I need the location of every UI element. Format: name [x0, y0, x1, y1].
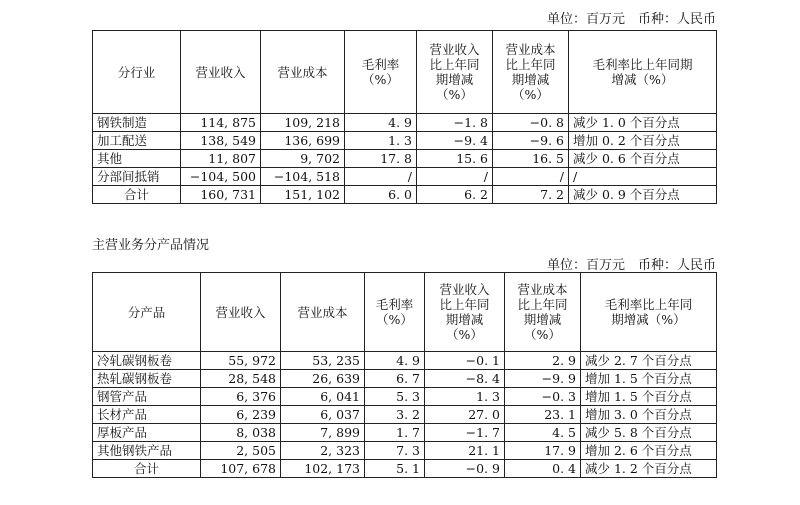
col-header-revenue-change: 营业收入 比上年同 期增减 （%）: [417, 31, 493, 114]
industry-table: [92, 30, 717, 204]
table-cell: 4. 9: [345, 114, 417, 132]
table-cell: 6, 239: [201, 406, 281, 424]
table1-unit-note: 单位：百万元 币种：人民币: [546, 12, 716, 27]
table-header-row: [93, 273, 717, 352]
table-cell: 其他钢铁产品: [93, 442, 201, 460]
table-row: [93, 424, 717, 442]
col-header-cost: 营业成本: [261, 31, 345, 114]
table-row: [93, 168, 717, 186]
table-cell: 136, 699: [261, 132, 345, 150]
table-cell: −104, 500: [181, 168, 261, 186]
table-cell: 11, 807: [181, 150, 261, 168]
table-cell: 2, 505: [201, 442, 281, 460]
table-cell: 6. 0: [345, 186, 417, 204]
table-cell: /: [345, 168, 417, 186]
table-cell: −9. 4: [417, 132, 493, 150]
table-cell: 钢铁制造: [93, 114, 181, 132]
table-cell: 合计: [93, 460, 201, 478]
table-cell: /: [569, 168, 717, 186]
col-header-cost-change: 营业成本 比上年同 期增减 （%）: [505, 273, 581, 352]
table-cell: 4. 5: [505, 424, 581, 442]
table-cell: 16. 5: [493, 150, 569, 168]
col-header-margin-change: 毛利率比上年同 期增减（%）: [581, 273, 717, 352]
table-header-row: [93, 31, 717, 114]
table-cell: 0. 4: [505, 460, 581, 478]
table-cell: 7. 3: [365, 442, 425, 460]
table-cell: 8, 038: [201, 424, 281, 442]
col-header-cost-change: 营业成本 比上年同 期增减 （%）: [493, 31, 569, 114]
table-cell: 热轧碳钢板卷: [93, 370, 201, 388]
table-cell: 减少 2. 7 个百分点: [581, 352, 717, 370]
table-cell: 160, 731: [181, 186, 261, 204]
table-row: [93, 132, 717, 150]
table-cell: 增加 3. 0 个百分点: [581, 406, 717, 424]
table-cell: 其他: [93, 150, 181, 168]
table-cell: −8. 4: [425, 370, 505, 388]
table-cell: 1. 3: [425, 388, 505, 406]
table-row: [93, 150, 717, 168]
table-cell: 4. 9: [365, 352, 425, 370]
col-header-industry: 分行业: [93, 31, 181, 114]
table-cell: −9. 9: [505, 370, 581, 388]
table-cell: 3. 2: [365, 406, 425, 424]
col-header-revenue: 营业收入: [201, 273, 281, 352]
table-cell: 6, 041: [281, 388, 365, 406]
table-row: [93, 406, 717, 424]
table-cell: 冷轧碳钢板卷: [93, 352, 201, 370]
table-cell: 138, 549: [181, 132, 261, 150]
table-row: [93, 460, 717, 478]
table-cell: 厚板产品: [93, 424, 201, 442]
table-row: [93, 114, 717, 132]
table-cell: 钢管产品: [93, 388, 201, 406]
table-cell: −0. 1: [425, 352, 505, 370]
table-row: [93, 370, 717, 388]
table-cell: 减少 5. 8 个百分点: [581, 424, 717, 442]
table-cell: 6. 7: [365, 370, 425, 388]
table-cell: 1. 3: [345, 132, 417, 150]
table-cell: 55, 972: [201, 352, 281, 370]
table-cell: 7, 899: [281, 424, 365, 442]
table-cell: −0. 8: [493, 114, 569, 132]
table-cell: 6, 037: [281, 406, 365, 424]
table-cell: 增加 2. 6 个百分点: [581, 442, 717, 460]
table-cell: −9. 6: [493, 132, 569, 150]
table-cell: 15. 6: [417, 150, 493, 168]
table-cell: 9, 702: [261, 150, 345, 168]
table-cell: −104, 518: [261, 168, 345, 186]
table-cell: 17. 8: [345, 150, 417, 168]
table-cell: 2, 323: [281, 442, 365, 460]
table-cell: 109, 218: [261, 114, 345, 132]
table-cell: /: [417, 168, 493, 186]
table-cell: −1. 7: [425, 424, 505, 442]
table-cell: 增加 1. 5 个百分点: [581, 370, 717, 388]
section-title: 主营业务分产品情况: [92, 238, 210, 253]
col-header-margin-change: 毛利率比上年同期 增减（%）: [569, 31, 717, 114]
table-cell: −0. 9: [425, 460, 505, 478]
table-cell: /: [493, 168, 569, 186]
table-cell: 151, 102: [261, 186, 345, 204]
table-cell: −0. 3: [505, 388, 581, 406]
table-cell: 53, 235: [281, 352, 365, 370]
table2-unit-note: 单位：百万元 币种：人民币: [546, 258, 716, 273]
table-cell: −1. 8: [417, 114, 493, 132]
table-cell: 增加 1. 5 个百分点: [581, 388, 717, 406]
table-cell: 1. 7: [365, 424, 425, 442]
table-row: [93, 388, 717, 406]
col-header-cost: 营业成本: [281, 273, 365, 352]
product-table: [92, 272, 717, 478]
col-header-revenue: 营业收入: [181, 31, 261, 114]
table-cell: 6. 2: [417, 186, 493, 204]
table-row: [93, 186, 717, 204]
table-cell: 减少 1. 2 个百分点: [581, 460, 717, 478]
table-cell: 5. 3: [365, 388, 425, 406]
table-row: [93, 442, 717, 460]
table-row: [93, 352, 717, 370]
table-cell: 减少 0. 9 个百分点: [569, 186, 717, 204]
table-cell: 6, 376: [201, 388, 281, 406]
table-cell: 长材产品: [93, 406, 201, 424]
col-header-gross-margin: 毛利率 （%）: [365, 273, 425, 352]
col-header-revenue-change: 营业收入 比上年同 期增减 （%）: [425, 273, 505, 352]
table-cell: 减少 1. 0 个百分点: [569, 114, 717, 132]
table-cell: 21. 1: [425, 442, 505, 460]
table-cell: 合计: [93, 186, 181, 204]
table-cell: 23. 1: [505, 406, 581, 424]
table-cell: 2. 9: [505, 352, 581, 370]
table-cell: 114, 875: [181, 114, 261, 132]
table-cell: 102, 173: [281, 460, 365, 478]
table-cell: 28, 548: [201, 370, 281, 388]
table-cell: 27. 0: [425, 406, 505, 424]
table-cell: 加工配送: [93, 132, 181, 150]
table-cell: 7. 2: [493, 186, 569, 204]
table-cell: 分部间抵销: [93, 168, 181, 186]
table-cell: 107, 678: [201, 460, 281, 478]
col-header-gross-margin: 毛利率 （%）: [345, 31, 417, 114]
table-cell: 减少 0. 6 个百分点: [569, 150, 717, 168]
table-cell: 5. 1: [365, 460, 425, 478]
col-header-product: 分产品: [93, 273, 201, 352]
table-cell: 增加 0. 2 个百分点: [569, 132, 717, 150]
table-cell: 17. 9: [505, 442, 581, 460]
table-cell: 26, 639: [281, 370, 365, 388]
